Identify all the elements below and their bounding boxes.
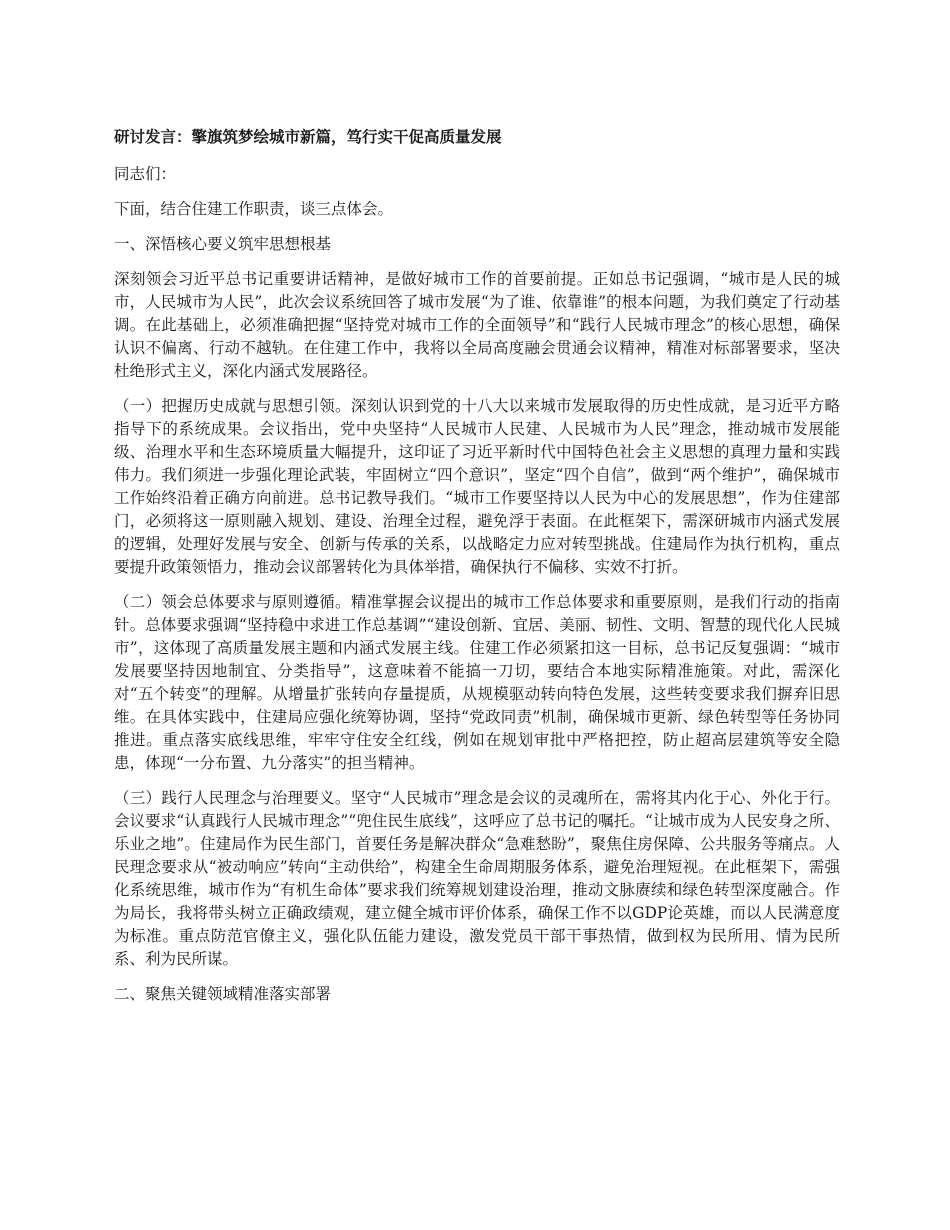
section-2-heading: 二、聚焦关键领域精准落实部署	[114, 985, 332, 1003]
section-1-paragraph-2: （二）领会总体要求与原则遵循。精准掌握会议提出的城市工作总体要求和重要原则，是我们行动的指南针。总体要求强调“坚持稳中求进工作总基调”“建设创新、宜居、美丽、韧性、文明、智慧的现代化人民城市”，这体现了高质量发展主题和内涵式发展主线。住建工作必须紧扣这一目标，总书记反复强调：“城市发展要坚持因地制宜、分类指导”，这意味着不能搞一刀切，要结合本地实际精准施策。对此，需深化对“五个转变”的理解。从增量扩张转向存量提质，从规模驱动转向特色发展，这些转变要求我们摒弃旧思维。在具体实践中，住建局应强化统筹协调，坚持“党政同责”机制，确保城市更新、绿色转型等任务协同推进。重点落实底线思维，牢牢守住安全红线，例如在规划审批中严格把控，防止超高层建筑等安全隐患，体现“一分布置、九分落实”的担当精神。	[114, 593, 840, 772]
section-1-lead-paragraph: 深刻领会习近平总书记重要讲话精神，是做好城市工作的首要前提。正如总书记强调，“城市是人民的城市，人民城市为人民”，此次会议系统回答了城市发展“为了谁、依靠谁”的根本问题，为我们奠定了行动基调。在此基础上，必须准确把握“坚持党对城市工作的全面领导”和“践行人民城市理念”的核心思想，确保认识不偏离、行动不越轨。在住建工作中，我将以全局高度融会贯通会议精神，精准对标部署要求，坚决杜绝形式主义，深化内涵式发展路径。	[114, 270, 840, 380]
section-1-heading: 一、深悟核心要义筑牢思想根基	[114, 235, 332, 253]
intro-paragraph: 下面，结合住建工作职责，谈三点体会。	[114, 200, 394, 218]
document-page	[114, 126, 840, 1018]
salutation: 同志们：	[114, 165, 177, 183]
section-1-paragraph-3: （三）践行人民理念与治理要义。坚守“人民城市”理念是会议的灵魂所在，需将其内化于心、外化于行。会议要求“认真践行人民城市理念”“兜住民生底线”，这呼应了总书记的嘱托。“让城市成为人民安身之所、乐业之地”。住建局作为民生部门，首要任务是解决群众“急难愁盼”，聚焦住房保障、公共服务等痛点。人民理念要求从“被动响应”转向“主动供给”，构建全生命周期服务体系，避免治理短视。在此框架下，需强化系统思维，城市作为“有机生命体”要求我们统筹规划建设治理，推动文脉赓续和绿色转型深度融合。作为局长，我将带头树立正确政绩观，建立健全城市评价体系，确保工作不以GDP论英雄，而以人民满意度为标准。重点防范官僚主义，强化队伍能力建设，激发党员干部干事热情，做到权为民所用、情为民所系、利为民所谋。	[114, 789, 840, 968]
section-1-paragraph-1: （一）把握历史成就与思想引领。深刻认识到党的十八大以来城市发展取得的历史性成就，是习近平方略指导下的系统成果。会议指出，党中央坚持“人民城市人民建、人民城市为人民”理念，推动城市发展能级、治理水平和生态环境质量大幅提升，这印证了习近平新时代中国特色社会主义思想的真理力量和实践伟力。我们须进一步强化理论武装，牢固树立“四个意识”，坚定“四个自信”，做到“两个维护”，确保城市工作始终沿着正确方向前进。总书记教导我们。“城市工作要坚持以人民为中心的发展思想”，作为住建部门，必须将这一原则融入规划、建设、治理全过程，避免浮于表面。在此框架下，需深研城市内涵式发展的逻辑，处理好发展与安全、创新与传承的关系，以战略定力应对转型挑战。住建局作为执行机构，重点要提升政策领悟力，推动会议部署转化为具体举措，确保执行不偏移、实效不打折。	[114, 397, 840, 576]
document-title: 研讨发言：擎旗筑梦绘城市新篇，笃行实干促高质量发展	[114, 128, 502, 146]
